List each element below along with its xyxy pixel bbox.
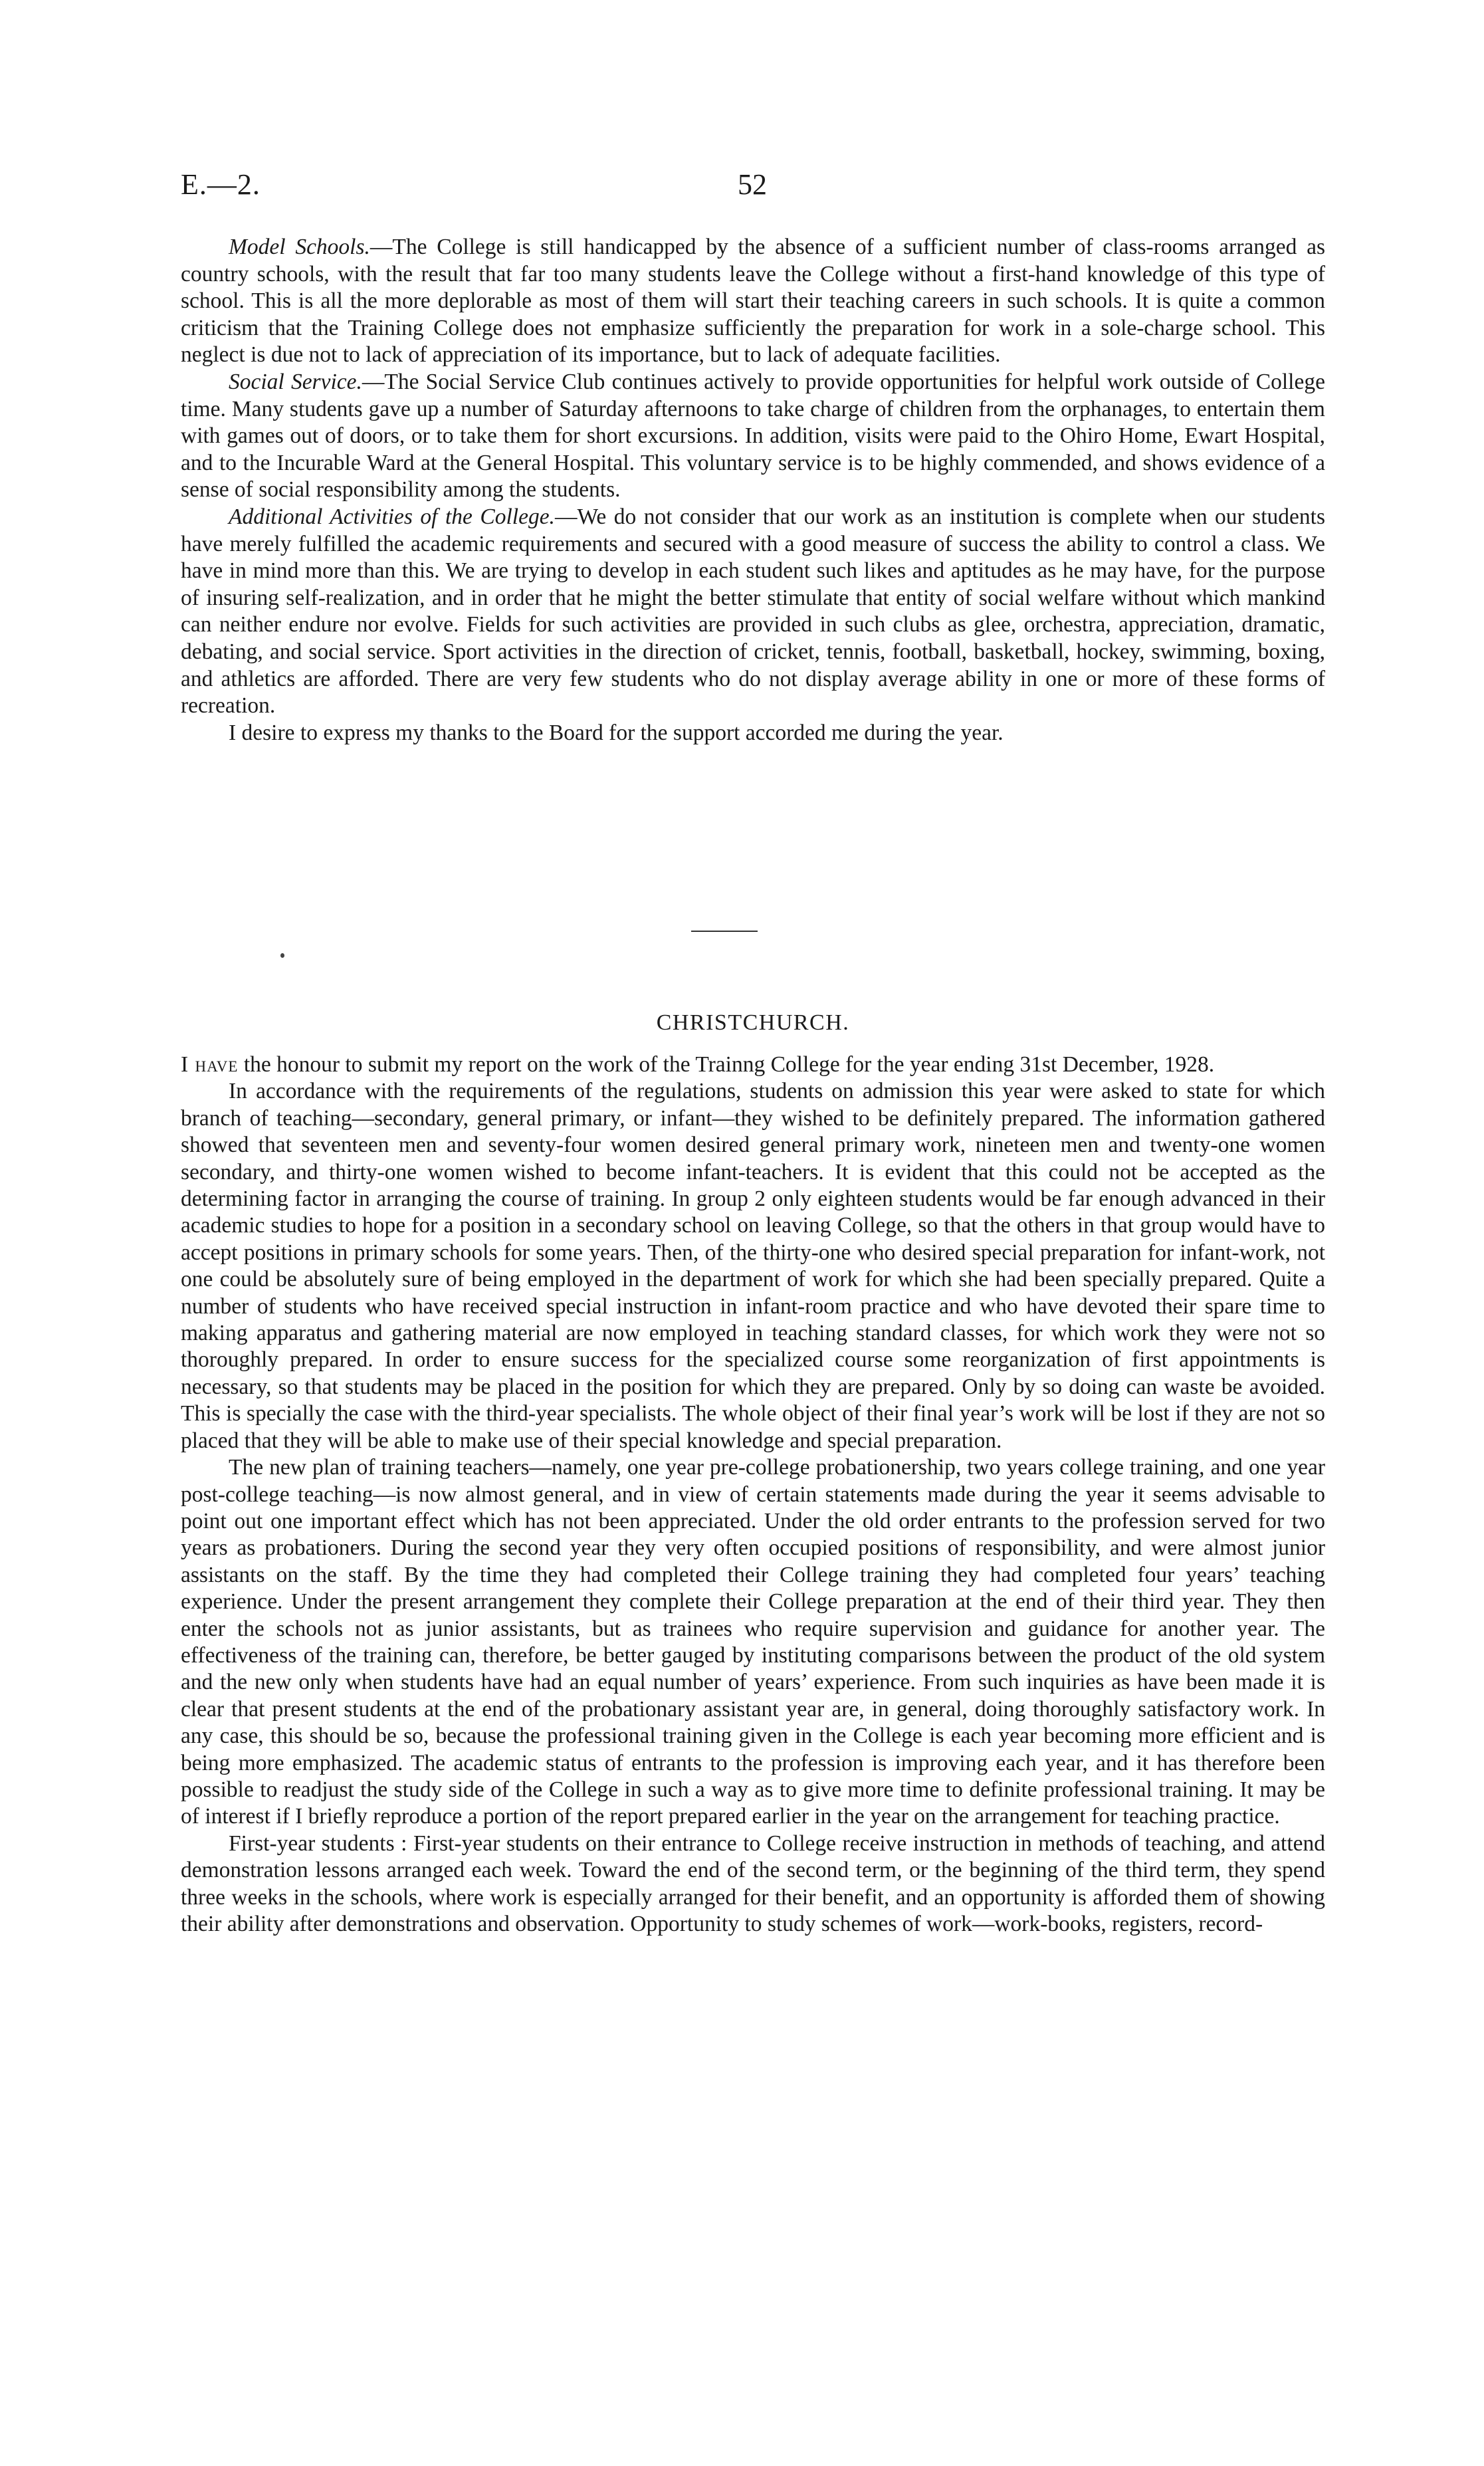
paragraph-lead: Model Schools.: [229, 235, 370, 259]
paragraph-text: —The College is still handicapped by the absence of a sufficient number of class-rooms arranged as country schools, with the result that far too many students leave the College without a first-hand knowledge of this type of school. This is all the more deplorable as most of them will start their teaching careers in such schools. It is quite a common criticism that the Training College does not emphasize sufficiently the preparation for work in a sole-charge school. This neglect is due not to lack of appreciation of its importance, but to lack of adequate facilities.: [181, 235, 1325, 368]
page-number: 52: [738, 168, 767, 201]
paragraph-model-schools: [181, 234, 1325, 369]
section-divider: [691, 931, 758, 932]
paragraph-text: —The Social Service Club continues actively to provide opportunities for helpful work outside of College time. Many students gave up a number of Saturday afternoons to take charge of children from the orphanages, to entertain them with games out of doors, or to take them for short excursions. In addition, visits were paid to the Ohiro Home, Ewart Hospital, and to the Incurable Ward at the General Hospital. This voluntary service is to be highly commended, and shows evidence of a sense of social responsibility among the students.: [181, 369, 1325, 503]
page-header: [181, 168, 1324, 207]
top-section: [181, 234, 1325, 746]
paragraph-text: I desire to express my thanks to the Board for the support accorded me during the year.: [229, 720, 1004, 745]
paragraph-new-plan: The new plan of training teachers—namely, one year pre-college probationership, two years college training, and one year post-college teaching—is now almost general, and in view of certain statements made during the year it seems advisable to point out one important effect which has not been appreciated. Under the old order entrants to the profession served for two years as probationers. During the second year they very often occupied positions of responsibility, and were almost junior assistants on the staff. By the time they had completed their College training they had completed four years’ teaching experience. Under the present arrangement they complete their College preparation at the end of their third year. They then enter the schools not as junior assistants, but as trainees who require supervision and guidance for another year. The effectiveness of the training can, therefore, be better gauged by instituting comparisons between the product of the old system and the new only when students have had an equal number of years’ experience. From such inquiries as have been made it is clear that present students at the end of the probationary assistant year are, in general, doing thoroughly satisfactory work. In any case, this should be so, because the professional training given in the College is each year becoming more efficient and is being more emphasized. The academic status of entrants to the profession is improving each year, and it has therefore been possible to readjust the study side of the College in such a way as to give more time to definite professional training. It may be of interest if I briefly reproduce a portion of the report prepared earlier in the year on the arrangement for teaching practice.: [181, 1455, 1325, 1829]
paragraph-additional-activities: [181, 504, 1325, 720]
paragraph-lead: Additional Activities of the College.: [229, 504, 555, 529]
bottom-section: [181, 1052, 1325, 1938]
paragraph-text: —We do not consider that our work as an institution is complete when our students have merely fulfilled the academic requirements and secured with a good measure of success the ability to control a class. We have in mind more than this. We are trying to develop in each student such likes and aptitudes as he may have, for the purpose of insuring self-realization, and in order that he might the better stimulate that entity of social welfare without which mankind can neither endure nor evolve. Fields for such activities are provided in such clubs as glee, orchestra, appreciation, dramatic, debating, and social service. Sport activities in the direction of cricket, tennis, football, basketball, hockey, swimming, boxing, and athletics are afforded. There are very few students who do not display average ability in one or more of these forms of recreation.: [181, 504, 1325, 719]
paragraph-thanks: [181, 720, 1325, 747]
opening-caps: I have: [181, 1052, 239, 1077]
paragraph-lead: Social Service.: [229, 369, 362, 394]
paragraph-social-service: [181, 369, 1325, 504]
paragraph-opening: [181, 1052, 1325, 1078]
paragraph-text: the honour to submit my report on the work of the Trainng College for the year ending 31st December, 1928.: [238, 1052, 1215, 1077]
section-heading: CHRISTCHURCH.: [656, 1010, 850, 1035]
print-speck: [280, 953, 284, 958]
paragraph-regulations: In accordance with the requirements of the regulations, students on admission this year were asked to state for which branch of teaching—secondary, general primary, or infant—they wished to be definitely prepared. The information gathered showed that seventeen men and seventy-four women desired general primary work, nineteen men and twenty-one women secondary, and thirty-one women wished to become infant-teachers. It is evident that this could not be accepted as the determining factor in arranging the course of training. In group 2 only eighteen students would be far enough advanced in their academic studies to hope for a position in a secondary school on leaving College, so that the others in that group would have to accept positions in primary schools for some years. Then, of the thirty-one who desired special preparation for infant-work, not one could be absolutely sure of being employed in the department of work for which she had been specially prepared. Quite a number of students who have received special instruction in infant-room practice and who have devoted their spare time to making apparatus and gathering material are now employed in teaching standard classes, for which work they were not so thoroughly prepared. In order to ensure success for the specialized course some reorganization of first appointments is necessary, so that students may be placed in the position for which they are prepared. Only by so doing can waste be avoided. This is specially the case with the third-year specialists. The whole object of their final year’s work will be lost if they are not so placed that they will be able to make use of their special knowledge and special preparation.: [181, 1079, 1325, 1453]
document-reference: E.—2.: [181, 168, 261, 201]
paragraph-first-year: First-year students : First-year students on their entrance to College receive instruction in methods of teaching, and attend demonstration lessons arranged each week. Toward the end of the second term, or the beginning of the third term, they spend three weeks in the schools, where work is especially arranged for their benefit, and an opportunity is afforded them of showing their ability after demonstrations and observation. Opportunity to study schemes of work—work-books, registers, record-: [181, 1831, 1325, 1936]
